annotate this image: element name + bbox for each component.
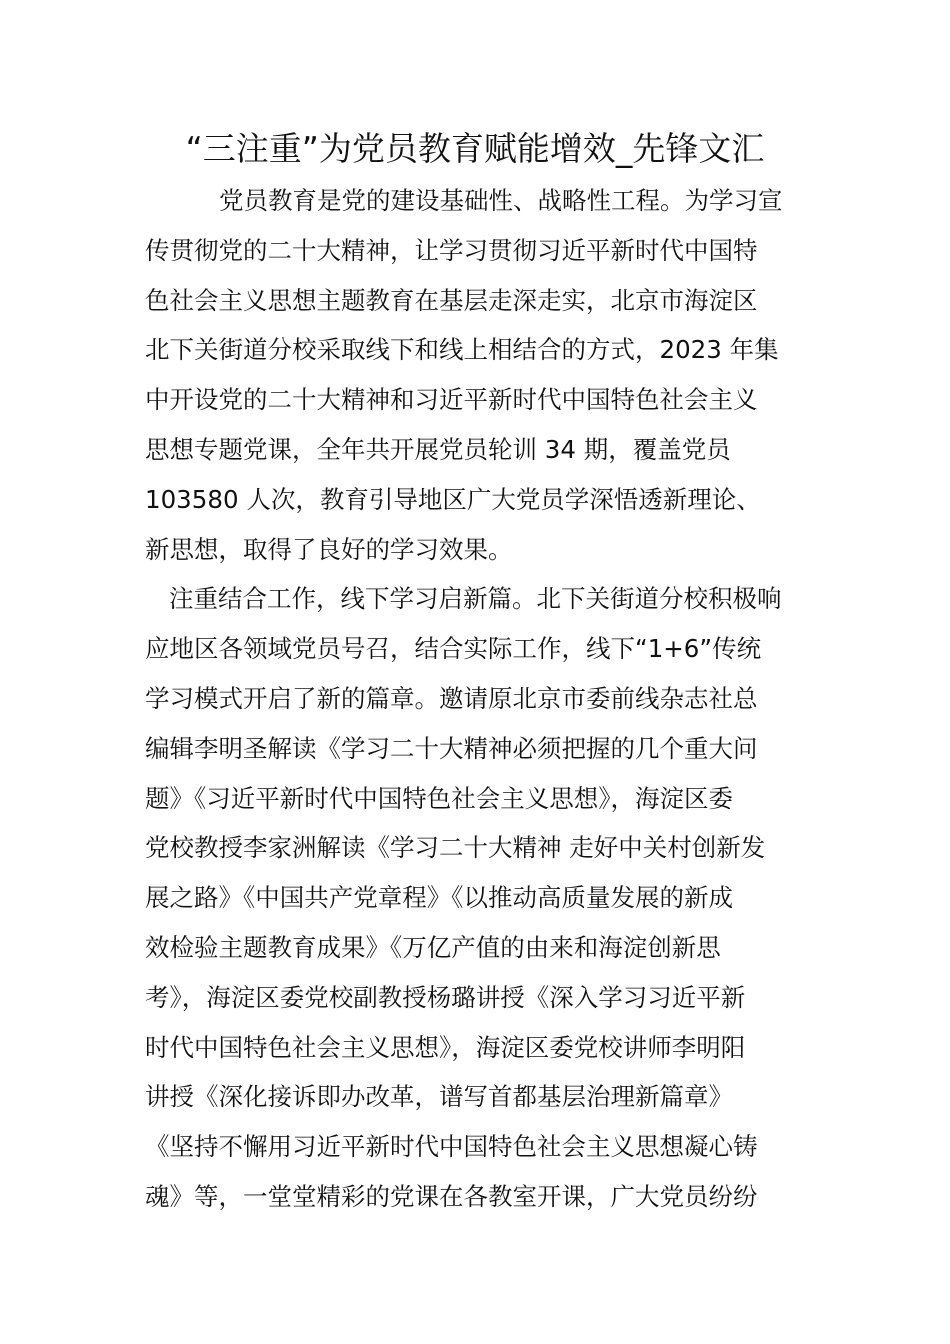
document-title: “三注重”为党员教育赋能增效_先锋文汇 (185, 129, 765, 168)
paragraph-line: 党员教育是党的建设基础性、战略性工程。为学习宣 (219, 186, 783, 215)
paragraph-line: 考》，海淀区委党校副教授杨璐讲授《深入学习习近平新 (145, 982, 746, 1012)
paragraph-line: 北下关街道分校采取线下和线上相结合的方式，2023 年集 (145, 335, 779, 365)
paragraph-line: 应地区各领域党员号召，结合实际工作，线下“1+6”传统 (145, 634, 762, 664)
paragraph-line: 色社会主义思想主题教育在基层走深走实，北京市海淀区 (145, 285, 758, 315)
paragraph-line: 效检验主题教育成果》《万亿产值的由来和海淀创新思 (145, 932, 721, 962)
paragraph-line: 思想专题党课，全年共开展党员轮训 34 期，覆盖党员 (145, 434, 731, 464)
paragraph-line: 传贯彻党的二十大精神，让学习贯彻习近平新时代中国特 (145, 235, 758, 265)
paragraph-line: 展之路》《中国共产党章程》《以推动高质量发展的新成 (145, 883, 733, 913)
paragraph-line: 《坚持不懈用习近平新时代中国特色社会主义思想凝心铸 (145, 1132, 758, 1162)
paragraph-line: 中开设党的二十大精神和习近平新时代中国特色社会主义 (145, 385, 758, 415)
document-body (145, 176, 810, 1222)
paragraph-line: 103580 人次，教育引导地区广大党员学深悟透新理论、 (145, 484, 761, 514)
paragraph-line: 注重结合工作，线下学习启新篇。北下关街道分校积极响 (169, 584, 782, 614)
paragraph-line: 新思想，取得了良好的学习效果。 (145, 534, 513, 564)
paragraph-line: 时代中国特色社会主义思想》，海淀区委党校讲师李明阳 (145, 1032, 746, 1062)
paragraph-line: 党校教授李家洲解读《学习二十大精神 走好中关村创新发 (145, 833, 766, 863)
paragraph-line: 魂》等，一堂堂精彩的党课在各教室开课，广大党员纷纷 (145, 1181, 758, 1211)
paragraph-line: 题》《习近平新时代中国特色社会主义思想》，海淀区委 (145, 783, 733, 813)
paragraph-line: 讲授《深化接诉即办改革，谱写首都基层治理新篇章》 (145, 1082, 733, 1112)
paragraph-line: 学习模式开启了新的篇章。邀请原北京市委前线杂志社总 (145, 683, 758, 713)
paragraph-line: 编辑李明圣解读《学习二十大精神必须把握的几个重大问 (145, 733, 758, 763)
